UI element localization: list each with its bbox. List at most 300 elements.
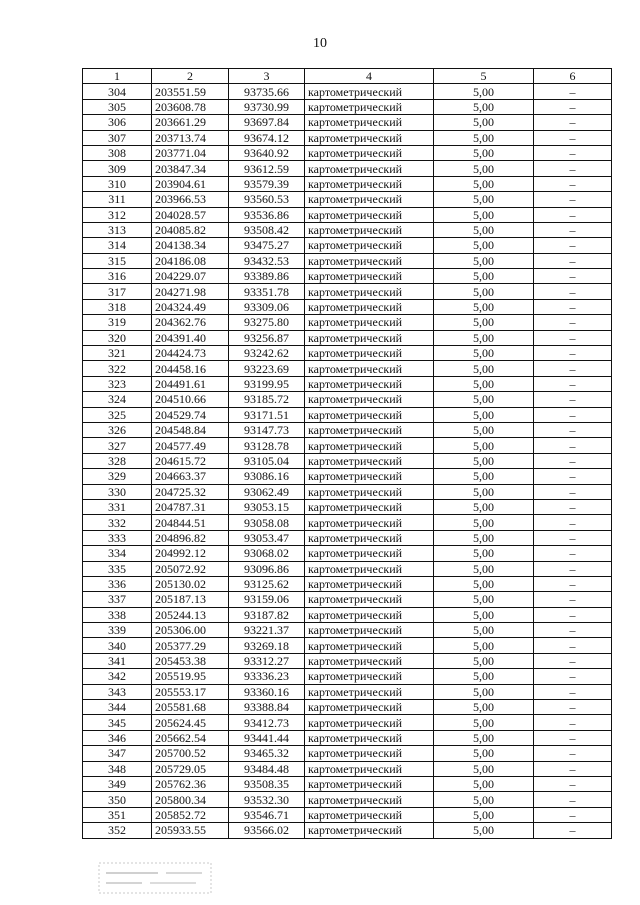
table-row: [83, 284, 612, 299]
note-cell: –: [534, 530, 612, 545]
faded-stamp-icon: [98, 861, 212, 895]
method-cell: картометрический: [305, 422, 434, 437]
method-cell: картометрический: [305, 638, 434, 653]
x-coordinate-cell: 203966.53: [152, 192, 229, 207]
method-cell: картометрический: [305, 361, 434, 376]
accuracy-cell: 5,00: [434, 669, 534, 684]
table-row: [83, 315, 612, 330]
y-coordinate-cell: 93465.32: [229, 746, 305, 761]
x-coordinate-cell: 204324.49: [152, 299, 229, 314]
note-cell: –: [534, 438, 612, 453]
method-cell: картометрический: [305, 84, 434, 99]
accuracy-cell: 5,00: [434, 222, 534, 237]
x-coordinate-cell: 204787.31: [152, 499, 229, 514]
note-cell: –: [534, 361, 612, 376]
accuracy-cell: 5,00: [434, 623, 534, 638]
table-row: [83, 222, 612, 237]
method-cell: картометрический: [305, 592, 434, 607]
note-cell: –: [534, 607, 612, 622]
note-cell: –: [534, 207, 612, 222]
accuracy-cell: 5,00: [434, 715, 534, 730]
point-number-cell: 334: [83, 546, 152, 561]
x-coordinate-cell: 204391.40: [152, 330, 229, 345]
table-row: [83, 453, 612, 468]
method-cell: картометрический: [305, 546, 434, 561]
y-coordinate-cell: 93566.02: [229, 823, 305, 838]
y-coordinate-cell: 93536.86: [229, 207, 305, 222]
method-cell: картометрический: [305, 376, 434, 391]
method-cell: картометрический: [305, 715, 434, 730]
note-cell: –: [534, 99, 612, 114]
header-cell-2: 2: [152, 69, 229, 84]
table-row: [83, 145, 612, 160]
accuracy-cell: 5,00: [434, 484, 534, 499]
x-coordinate-cell: 204362.76: [152, 315, 229, 330]
accuracy-cell: 5,00: [434, 392, 534, 407]
method-cell: картометрический: [305, 823, 434, 838]
accuracy-cell: 5,00: [434, 99, 534, 114]
accuracy-cell: 5,00: [434, 592, 534, 607]
note-cell: –: [534, 499, 612, 514]
note-cell: –: [534, 515, 612, 530]
method-cell: картометрический: [305, 607, 434, 622]
point-number-cell: 311: [83, 192, 152, 207]
accuracy-cell: 5,00: [434, 84, 534, 99]
note-cell: –: [534, 715, 612, 730]
y-coordinate-cell: 93053.47: [229, 530, 305, 545]
note-cell: –: [534, 84, 612, 99]
y-coordinate-cell: 93612.59: [229, 161, 305, 176]
method-cell: картометрический: [305, 499, 434, 514]
x-coordinate-cell: 204186.08: [152, 253, 229, 268]
x-coordinate-cell: 205700.52: [152, 746, 229, 761]
y-coordinate-cell: 93735.66: [229, 84, 305, 99]
y-coordinate-cell: 93171.51: [229, 407, 305, 422]
note-cell: –: [534, 453, 612, 468]
accuracy-cell: 5,00: [434, 469, 534, 484]
y-coordinate-cell: 93256.87: [229, 330, 305, 345]
accuracy-cell: 5,00: [434, 730, 534, 745]
table-row: [83, 484, 612, 499]
accuracy-cell: 5,00: [434, 284, 534, 299]
point-number-cell: 313: [83, 222, 152, 237]
point-number-cell: 320: [83, 330, 152, 345]
x-coordinate-cell: 205130.02: [152, 576, 229, 591]
point-number-cell: 342: [83, 669, 152, 684]
accuracy-cell: 5,00: [434, 130, 534, 145]
table-row: [83, 192, 612, 207]
table-row: [83, 807, 612, 822]
point-number-cell: 306: [83, 115, 152, 130]
table-row: [83, 561, 612, 576]
x-coordinate-cell: 203847.34: [152, 161, 229, 176]
accuracy-cell: 5,00: [434, 161, 534, 176]
y-coordinate-cell: 93360.16: [229, 684, 305, 699]
x-coordinate-cell: 205933.55: [152, 823, 229, 838]
accuracy-cell: 5,00: [434, 499, 534, 514]
table-row: [83, 346, 612, 361]
table-row: [83, 576, 612, 591]
point-number-cell: 322: [83, 361, 152, 376]
x-coordinate-cell: 203608.78: [152, 99, 229, 114]
table-row: [83, 530, 612, 545]
accuracy-cell: 5,00: [434, 823, 534, 838]
method-cell: картометрический: [305, 99, 434, 114]
table-row: [83, 299, 612, 314]
y-coordinate-cell: 93697.84: [229, 115, 305, 130]
x-coordinate-cell: 203551.59: [152, 84, 229, 99]
table-row: [83, 761, 612, 776]
note-cell: –: [534, 222, 612, 237]
x-coordinate-cell: 204725.32: [152, 484, 229, 499]
note-cell: –: [534, 823, 612, 838]
y-coordinate-cell: 93560.53: [229, 192, 305, 207]
y-coordinate-cell: 93269.18: [229, 638, 305, 653]
table-row: [83, 238, 612, 253]
method-cell: картометрический: [305, 315, 434, 330]
method-cell: картометрический: [305, 653, 434, 668]
point-number-cell: 316: [83, 269, 152, 284]
table-row: [83, 407, 612, 422]
x-coordinate-cell: 204896.82: [152, 530, 229, 545]
accuracy-cell: 5,00: [434, 145, 534, 160]
note-cell: –: [534, 346, 612, 361]
accuracy-cell: 5,00: [434, 746, 534, 761]
point-number-cell: 317: [83, 284, 152, 299]
x-coordinate-cell: 205306.00: [152, 623, 229, 638]
table-body: [83, 84, 612, 838]
point-number-cell: 327: [83, 438, 152, 453]
note-cell: –: [534, 761, 612, 776]
header-cell-3: 3: [229, 69, 305, 84]
y-coordinate-cell: 93441.44: [229, 730, 305, 745]
table-row: [83, 715, 612, 730]
note-cell: –: [534, 730, 612, 745]
header-cell-5: 5: [434, 69, 534, 84]
method-cell: картометрический: [305, 284, 434, 299]
note-cell: –: [534, 576, 612, 591]
note-cell: –: [534, 669, 612, 684]
table-row: [83, 684, 612, 699]
accuracy-cell: 5,00: [434, 684, 534, 699]
table-row: [83, 669, 612, 684]
accuracy-cell: 5,00: [434, 515, 534, 530]
table-row: [83, 700, 612, 715]
coordinates-table: [82, 68, 612, 839]
y-coordinate-cell: 93221.37: [229, 623, 305, 638]
x-coordinate-cell: 205377.29: [152, 638, 229, 653]
table-row: [83, 746, 612, 761]
table-row: [83, 607, 612, 622]
y-coordinate-cell: 93242.62: [229, 346, 305, 361]
x-coordinate-cell: 204229.07: [152, 269, 229, 284]
accuracy-cell: 5,00: [434, 207, 534, 222]
x-coordinate-cell: 204529.74: [152, 407, 229, 422]
note-cell: –: [534, 684, 612, 699]
y-coordinate-cell: 93546.71: [229, 807, 305, 822]
note-cell: –: [534, 161, 612, 176]
method-cell: картометрический: [305, 346, 434, 361]
x-coordinate-cell: 205662.54: [152, 730, 229, 745]
point-number-cell: 328: [83, 453, 152, 468]
table-row: [83, 376, 612, 391]
accuracy-cell: 5,00: [434, 638, 534, 653]
x-coordinate-cell: 205800.34: [152, 792, 229, 807]
point-number-cell: 321: [83, 346, 152, 361]
note-cell: –: [534, 392, 612, 407]
point-number-cell: 330: [83, 484, 152, 499]
note-cell: –: [534, 469, 612, 484]
accuracy-cell: 5,00: [434, 700, 534, 715]
x-coordinate-cell: 203904.61: [152, 176, 229, 191]
note-cell: –: [534, 315, 612, 330]
method-cell: картометрический: [305, 561, 434, 576]
point-number-cell: 312: [83, 207, 152, 222]
note-cell: –: [534, 746, 612, 761]
page-number: 10: [313, 36, 327, 51]
method-cell: картометрический: [305, 438, 434, 453]
x-coordinate-cell: 204138.34: [152, 238, 229, 253]
point-number-cell: 335: [83, 561, 152, 576]
y-coordinate-cell: 93532.30: [229, 792, 305, 807]
method-cell: картометрический: [305, 238, 434, 253]
header-cell-6: 6: [534, 69, 612, 84]
point-number-cell: 318: [83, 299, 152, 314]
table-row: [83, 623, 612, 638]
point-number-cell: 352: [83, 823, 152, 838]
method-cell: картометрический: [305, 407, 434, 422]
method-cell: картометрический: [305, 145, 434, 160]
table-row: [83, 207, 612, 222]
note-cell: –: [534, 376, 612, 391]
method-cell: картометрический: [305, 269, 434, 284]
point-number-cell: 344: [83, 700, 152, 715]
point-number-cell: 333: [83, 530, 152, 545]
note-cell: –: [534, 792, 612, 807]
table-row: [83, 269, 612, 284]
accuracy-cell: 5,00: [434, 176, 534, 191]
accuracy-cell: 5,00: [434, 407, 534, 422]
point-number-cell: 325: [83, 407, 152, 422]
x-coordinate-cell: 204548.84: [152, 422, 229, 437]
table-row: [83, 392, 612, 407]
table-row: [83, 515, 612, 530]
accuracy-cell: 5,00: [434, 530, 534, 545]
method-cell: картометрический: [305, 115, 434, 130]
accuracy-cell: 5,00: [434, 807, 534, 822]
table-header-row: [83, 69, 612, 84]
point-number-cell: 336: [83, 576, 152, 591]
method-cell: картометрический: [305, 530, 434, 545]
y-coordinate-cell: 93105.04: [229, 453, 305, 468]
y-coordinate-cell: 93053.15: [229, 499, 305, 514]
point-number-cell: 346: [83, 730, 152, 745]
note-cell: –: [534, 592, 612, 607]
y-coordinate-cell: 93086.16: [229, 469, 305, 484]
table-row: [83, 161, 612, 176]
table-row: [83, 469, 612, 484]
point-number-cell: 349: [83, 776, 152, 791]
x-coordinate-cell: 205453.38: [152, 653, 229, 668]
point-number-cell: 332: [83, 515, 152, 530]
y-coordinate-cell: 93475.27: [229, 238, 305, 253]
method-cell: картометрический: [305, 623, 434, 638]
y-coordinate-cell: 93432.53: [229, 253, 305, 268]
note-cell: –: [534, 269, 612, 284]
accuracy-cell: 5,00: [434, 561, 534, 576]
table-row: [83, 792, 612, 807]
y-coordinate-cell: 93125.62: [229, 576, 305, 591]
table-row: [83, 99, 612, 114]
accuracy-cell: 5,00: [434, 607, 534, 622]
y-coordinate-cell: 93096.86: [229, 561, 305, 576]
accuracy-cell: 5,00: [434, 238, 534, 253]
method-cell: картометрический: [305, 253, 434, 268]
point-number-cell: 350: [83, 792, 152, 807]
accuracy-cell: 5,00: [434, 776, 534, 791]
point-number-cell: 340: [83, 638, 152, 653]
x-coordinate-cell: 205244.13: [152, 607, 229, 622]
x-coordinate-cell: 204663.37: [152, 469, 229, 484]
note-cell: –: [534, 176, 612, 191]
x-coordinate-cell: 203771.04: [152, 145, 229, 160]
accuracy-cell: 5,00: [434, 422, 534, 437]
accuracy-cell: 5,00: [434, 192, 534, 207]
point-number-cell: 348: [83, 761, 152, 776]
note-cell: –: [534, 284, 612, 299]
method-cell: картометрический: [305, 761, 434, 776]
x-coordinate-cell: 204458.16: [152, 361, 229, 376]
note-cell: –: [534, 130, 612, 145]
table-row: [83, 730, 612, 745]
method-cell: картометрический: [305, 207, 434, 222]
point-number-cell: 339: [83, 623, 152, 638]
point-number-cell: 309: [83, 161, 152, 176]
point-number-cell: 341: [83, 653, 152, 668]
y-coordinate-cell: 93674.12: [229, 130, 305, 145]
method-cell: картометрический: [305, 176, 434, 191]
x-coordinate-cell: 205852.72: [152, 807, 229, 822]
table-row: [83, 438, 612, 453]
y-coordinate-cell: 93147.73: [229, 422, 305, 437]
point-number-cell: 314: [83, 238, 152, 253]
point-number-cell: 337: [83, 592, 152, 607]
note-cell: –: [534, 407, 612, 422]
table-row: [83, 823, 612, 838]
x-coordinate-cell: 205729.05: [152, 761, 229, 776]
x-coordinate-cell: 205762.36: [152, 776, 229, 791]
accuracy-cell: 5,00: [434, 253, 534, 268]
method-cell: картометрический: [305, 807, 434, 822]
point-number-cell: 304: [83, 84, 152, 99]
table-row: [83, 499, 612, 514]
method-cell: картометрический: [305, 515, 434, 530]
y-coordinate-cell: 93275.80: [229, 315, 305, 330]
x-coordinate-cell: 204085.82: [152, 222, 229, 237]
accuracy-cell: 5,00: [434, 576, 534, 591]
point-number-cell: 319: [83, 315, 152, 330]
point-number-cell: 345: [83, 715, 152, 730]
method-cell: картометрический: [305, 669, 434, 684]
y-coordinate-cell: 93579.39: [229, 176, 305, 191]
method-cell: картометрический: [305, 222, 434, 237]
method-cell: картометрический: [305, 161, 434, 176]
y-coordinate-cell: 93351.78: [229, 284, 305, 299]
point-number-cell: 343: [83, 684, 152, 699]
accuracy-cell: 5,00: [434, 376, 534, 391]
table-row: [83, 776, 612, 791]
x-coordinate-cell: 205187.13: [152, 592, 229, 607]
point-number-cell: 308: [83, 145, 152, 160]
method-cell: картометрический: [305, 700, 434, 715]
note-cell: –: [534, 638, 612, 653]
x-coordinate-cell: 203661.29: [152, 115, 229, 130]
point-number-cell: 324: [83, 392, 152, 407]
x-coordinate-cell: 204491.61: [152, 376, 229, 391]
point-number-cell: 338: [83, 607, 152, 622]
note-cell: –: [534, 776, 612, 791]
x-coordinate-cell: 204844.51: [152, 515, 229, 530]
point-number-cell: 310: [83, 176, 152, 191]
y-coordinate-cell: 93508.35: [229, 776, 305, 791]
note-cell: –: [534, 561, 612, 576]
accuracy-cell: 5,00: [434, 438, 534, 453]
table-row: [83, 84, 612, 99]
table-row: [83, 422, 612, 437]
accuracy-cell: 5,00: [434, 761, 534, 776]
y-coordinate-cell: 93508.42: [229, 222, 305, 237]
method-cell: картометрический: [305, 484, 434, 499]
note-cell: –: [534, 700, 612, 715]
table-row: [83, 176, 612, 191]
method-cell: картометрический: [305, 299, 434, 314]
point-number-cell: 315: [83, 253, 152, 268]
note-cell: –: [534, 330, 612, 345]
y-coordinate-cell: 93312.27: [229, 653, 305, 668]
accuracy-cell: 5,00: [434, 330, 534, 345]
table-row: [83, 253, 612, 268]
x-coordinate-cell: 205519.95: [152, 669, 229, 684]
y-coordinate-cell: 93058.08: [229, 515, 305, 530]
y-coordinate-cell: 93187.82: [229, 607, 305, 622]
note-cell: –: [534, 653, 612, 668]
y-coordinate-cell: 93412.73: [229, 715, 305, 730]
method-cell: картометрический: [305, 130, 434, 145]
x-coordinate-cell: 204028.57: [152, 207, 229, 222]
y-coordinate-cell: 93128.78: [229, 438, 305, 453]
y-coordinate-cell: 93062.49: [229, 484, 305, 499]
method-cell: картометрический: [305, 684, 434, 699]
y-coordinate-cell: 93336.23: [229, 669, 305, 684]
method-cell: картометрический: [305, 746, 434, 761]
method-cell: картометрический: [305, 330, 434, 345]
table-row: [83, 546, 612, 561]
accuracy-cell: 5,00: [434, 269, 534, 284]
table-row: [83, 653, 612, 668]
method-cell: картометрический: [305, 576, 434, 591]
x-coordinate-cell: 204510.66: [152, 392, 229, 407]
accuracy-cell: 5,00: [434, 792, 534, 807]
point-number-cell: 331: [83, 499, 152, 514]
y-coordinate-cell: 93730.99: [229, 99, 305, 114]
y-coordinate-cell: 93309.06: [229, 299, 305, 314]
note-cell: –: [534, 484, 612, 499]
header-cell-1: 1: [83, 69, 152, 84]
table-row: [83, 330, 612, 345]
y-coordinate-cell: 93484.48: [229, 761, 305, 776]
note-cell: –: [534, 192, 612, 207]
point-number-cell: 307: [83, 130, 152, 145]
